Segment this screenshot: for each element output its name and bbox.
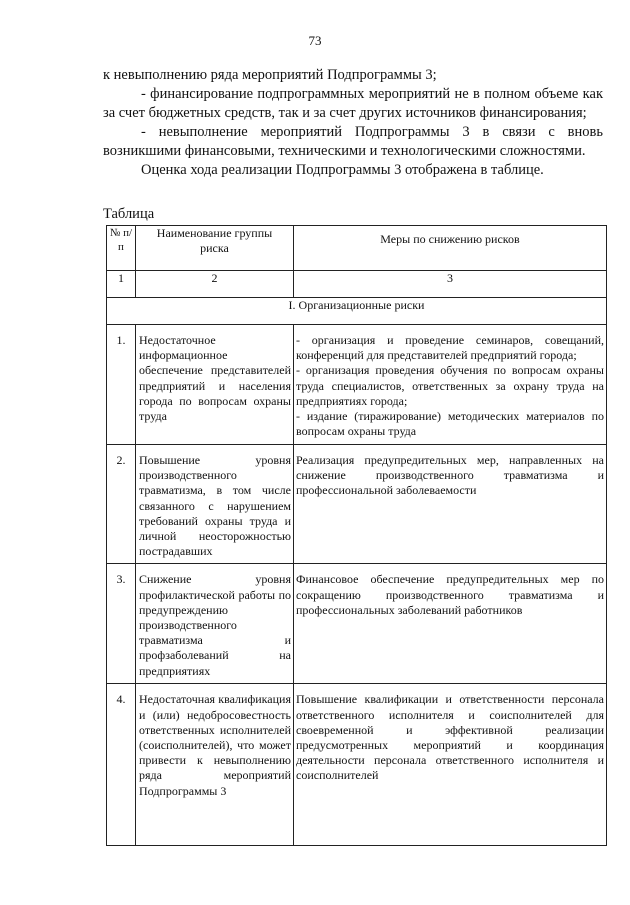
measure-item: Реализация предупредительных мер, направленных на снижение производственного травматизма и профессиональной заболеваемости xyxy=(296,453,604,498)
column-index-row xyxy=(107,271,607,298)
intro-paragraph-3: Оценка хода реализации Подпрограммы 3 отображена в таблице. xyxy=(141,162,544,178)
table-caption: Таблица xyxy=(103,206,155,222)
intro-line-1: к невыполнению ряда мероприятий Подпрограммы 3; xyxy=(103,67,437,83)
risk-measures xyxy=(294,564,607,684)
table-row xyxy=(107,684,607,846)
table-row xyxy=(107,564,607,684)
risks-table xyxy=(106,225,607,846)
measure-item: Финансовое обеспечение предупредительных мер по сокращению производственного травматизма и профессиональных заболеваний работников xyxy=(296,572,604,617)
risk-group: Недостаточное информационное обеспечение представителей предприятий и населения города по вопросам охраны труда xyxy=(136,325,294,445)
risk-measures xyxy=(294,445,607,564)
page-number: 73 xyxy=(308,33,322,48)
table-row xyxy=(107,325,607,445)
intro-text xyxy=(103,66,603,180)
row-number: 3. xyxy=(107,564,136,684)
measure-item: - организация проведения обучения по вопросам охраны труда специалистов, ответственных за охрану труда на предприятиях города; xyxy=(296,363,604,408)
risk-measures xyxy=(294,325,607,445)
measure-item: Повышение квалификации и ответственности персонала ответственного исполнителя и соисполнителей для своевременной и эффективной реализации предусмотренных мероприятий и координация деятельности персонала ответственного исполнителя и соисполнителей xyxy=(296,692,604,783)
column-index: 3 xyxy=(294,271,607,298)
measure-item: - организация и проведение семинаров, совещаний, конференций для представителей предприятий города; xyxy=(296,333,604,363)
row-number: 2. xyxy=(107,445,136,564)
intro-paragraph-1: - финансирование подпрограммных мероприятий не в полном объеме как за счет бюджетных средств, так и за счет других источников финансирования; xyxy=(103,86,603,121)
table-header-row xyxy=(107,226,607,271)
row-number: 4. xyxy=(107,684,136,846)
risk-group: Повышение уровня производственного травматизма, в том числе связанного с нарушением требований охраны труда и личной неосторожностью пострадавших xyxy=(136,445,294,564)
column-index: 2 xyxy=(136,271,294,298)
risk-measures xyxy=(294,684,607,846)
section-title: I. Организационные риски xyxy=(107,298,607,325)
header-measures: Меры по снижению рисков xyxy=(294,226,607,271)
header-risk-group: Наименование группы риска xyxy=(136,226,294,271)
risk-group: Снижение уровня профилактической работы по предупреждению производственного травматизма и профзаболеваний на предприятиях xyxy=(136,564,294,684)
row-number: 1. xyxy=(107,325,136,445)
column-index: 1 xyxy=(107,271,136,298)
table-row xyxy=(107,445,607,564)
section-row xyxy=(107,298,607,325)
header-num: № п/п xyxy=(107,226,136,271)
risk-group: Недостаточная квалификация и (или) недобросовестность ответственных исполнителей (соисполнителей), что может привести к невыполнению ряда мероприятий Подпрограммы 3 xyxy=(136,684,294,846)
intro-paragraph-2: - невыполнение мероприятий Подпрограммы 3 в связи с вновь возникшими финансовыми, техническими и технологическими сложностями. xyxy=(103,124,603,159)
measure-item: - издание (тиражирование) методических материалов по вопросам охраны труда xyxy=(296,409,604,439)
